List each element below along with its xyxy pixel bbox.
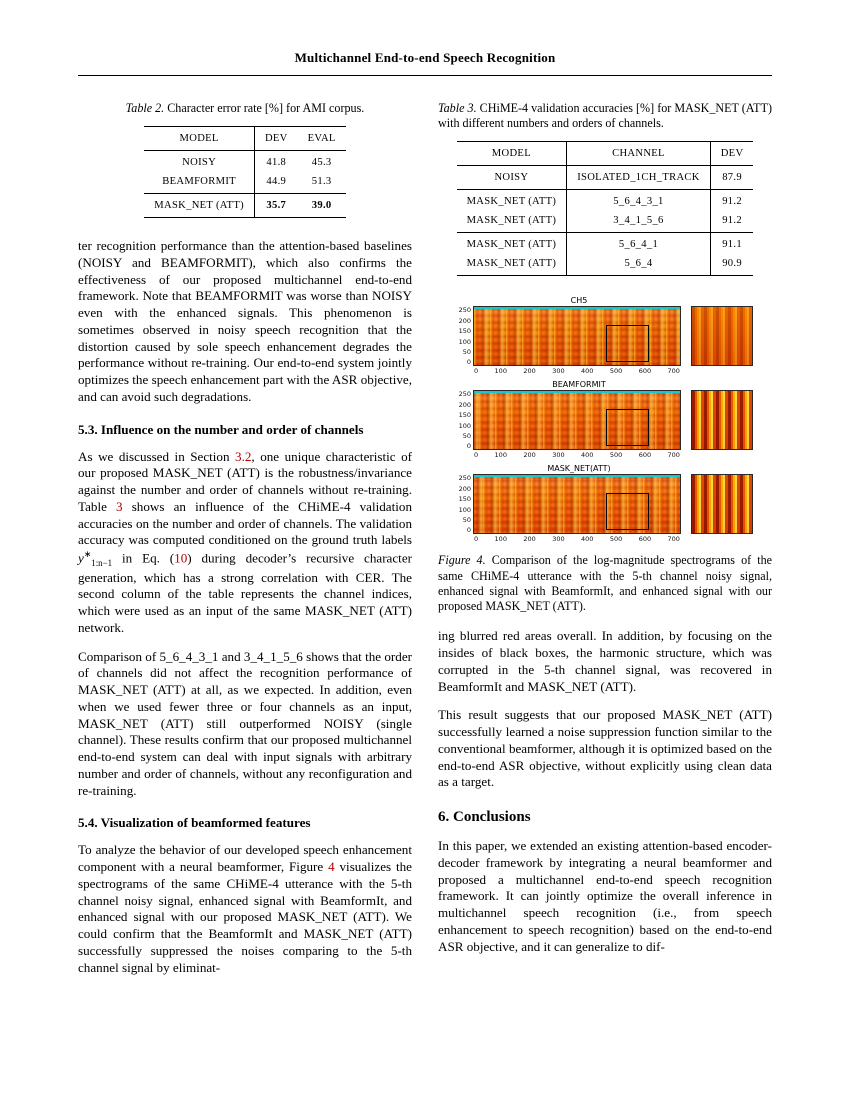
tick-label: 100 [458, 337, 471, 346]
cell-model: MASK_NET (ATT) [457, 190, 567, 212]
table2-caption [78, 101, 412, 116]
figure4-caption-text: Comparison of the log-magnitude spectrograms of the same CHiME-4 utterance with the 5-th channel noisy signal, enhanced signal with BeamformIt, and enhanced signal with our proposed MASK_NET (ATT). [438, 553, 773, 614]
tick-label: 400 [581, 451, 594, 460]
cell-model: NOISY [457, 166, 567, 190]
tick-label: 200 [458, 316, 471, 325]
tick-label: 500 [609, 367, 623, 376]
spectrogram-panel-masknet [455, 464, 755, 543]
spectrogram-crop-masknet [691, 474, 753, 534]
table2-col-eval: EVAL [298, 127, 346, 151]
tick-label: 150 [458, 495, 471, 504]
text-run: ) during decoder’s recursive character generation, which has a strong correlation with CER. The second column of the table represents the channel indices, which were used as an input of the same MASK_NET (ATT) network. [78, 550, 412, 635]
cell-model: MASK_NET (ATT) [457, 254, 567, 276]
figure4-caption-label: Figure 4. [438, 553, 486, 568]
table2-caption-label: Table 2. [125, 101, 165, 115]
tick-label: 200 [523, 535, 536, 544]
paragraph-continuation: ing blurred red areas overall. In addition, by focusing on the insides of black boxes, the harmonic structure, which was corrupted in the 5-th channel signal, was recovered in BeamformIt and MASK_NET (ATT). [438, 628, 772, 694]
cell-dev: 91.1 [710, 233, 753, 255]
ref-link[interactable]: 3.2 [235, 448, 252, 464]
tick-label: 250 [458, 306, 471, 315]
figure4-caption [438, 553, 772, 614]
spectrogram-crop-beamformit [691, 390, 753, 450]
cell-channel: ISOLATED_1CH_TRACK [567, 166, 711, 190]
cell-eval: 45.3 [311, 157, 332, 169]
cell-model: BEAMFORMIT [144, 172, 254, 194]
tick-label: 50 [462, 516, 471, 525]
tick-label: 100 [494, 367, 507, 376]
y-axis-ticks [455, 390, 473, 450]
table3-col-dev: DEV [710, 142, 753, 166]
x-axis-ticks [473, 451, 681, 459]
cell-channel: 3_4_1_5_6 [567, 211, 711, 233]
tick-label: 700 [667, 451, 680, 460]
ref-link[interactable]: 3 [116, 498, 123, 514]
tick-label: 100 [494, 451, 507, 460]
tick-label: 0 [466, 526, 471, 535]
tick-label: 250 [458, 474, 471, 483]
spectrogram-plot-beamformit [473, 390, 681, 459]
text-run: y [78, 550, 84, 566]
highlight-box [606, 409, 649, 446]
spectrogram-image-ch5 [473, 306, 681, 366]
spectrogram-image-beamformit [473, 390, 681, 450]
spectrogram-image-masknet [473, 474, 681, 534]
text-run: 1:n−1 [91, 558, 113, 569]
table3-caption-label: Table 3. [438, 101, 477, 115]
paragraph-continuation: ter recognition performance than the attention-based baselines (NOISY and BEAMFORMIT), which also confirms the effectiveness of our proposed multichannel end-to-end framework. Note that BEAMFORMIT was worse than NOISY even with the enhanced signals. This phenomenon is sometimes observed in noisy speech recognition that the distortion caused by sole speech enhancement degrades the performance without re-training. Our end-to-end system jointly optimizes the speech enhancement part with the ASR objective, and can avoid such degradations. [78, 238, 412, 404]
tick-label: 0 [466, 442, 471, 451]
cell-channel: 5_6_4_1 [567, 233, 711, 255]
section-heading-6: 6. Conclusions [438, 809, 531, 826]
table-row [457, 211, 754, 233]
tick-label: 500 [609, 451, 623, 460]
panel-title-beamformit: BEAMFORMIT [552, 380, 606, 390]
tick-label: 500 [609, 535, 623, 544]
cell-model: MASK_NET (ATT) [457, 233, 567, 255]
table3-col-channel: CHANNEL [567, 142, 711, 166]
text-run: To analyze the behavior of our developed speech enhancement component with a neural beamformer, Figure [78, 842, 412, 875]
cell-dev: 35.7 [254, 194, 297, 218]
table3-header-row [457, 142, 754, 166]
cell-dev: 91.2 [710, 190, 753, 212]
cell-eval: 39.0 [298, 194, 346, 218]
text-run: ∗ [83, 549, 92, 560]
cell-model: MASK_NET (ATT) [457, 211, 567, 233]
panel-title-ch5: CH5 [570, 296, 588, 306]
cell-dev: 90.9 [722, 258, 742, 270]
tick-label: 250 [458, 390, 471, 399]
tick-label: 50 [462, 348, 471, 357]
tick-label: 200 [458, 484, 471, 493]
table2 [144, 126, 345, 218]
tick-label: 0 [474, 451, 479, 460]
highlight-box [606, 325, 649, 362]
table-row [144, 151, 345, 173]
spectrogram-panel-ch5 [455, 296, 755, 375]
paragraph: This result suggests that our proposed MASK_NET (ATT) successfully learned a noise suppression function similar to the conventional beamformer, although it is optimized based on the end-to-end ASR objective, without explicitly using clean data as a target. [438, 707, 772, 790]
x-axis-ticks [473, 535, 681, 543]
text-run: As we discussed in Section [78, 448, 236, 464]
two-column-layout [78, 101, 772, 988]
tick-label: 0 [474, 535, 479, 544]
cell-channel: 5_6_4 [567, 254, 711, 276]
spectrogram-crop-ch5 [691, 306, 753, 366]
table-row [457, 233, 754, 255]
spectrogram-plot-ch5 [473, 306, 681, 375]
tick-label: 600 [638, 535, 652, 544]
tick-label: 0 [474, 367, 479, 376]
x-axis-ticks [473, 367, 681, 375]
tick-label: 200 [523, 451, 536, 460]
tick-label: 400 [581, 535, 594, 544]
table3-caption-text: CHiME-4 validation accuracies [%] for MASK_NET (ATT) with different numbers and orders of channels. [438, 101, 772, 131]
spectrogram-panel-beamformit [455, 380, 755, 459]
table2-col-model: MODEL [144, 127, 254, 151]
tick-label: 200 [458, 400, 471, 409]
cell-dev: 87.9 [722, 172, 742, 184]
cell-channel: 5_6_4_3_1 [567, 190, 711, 212]
paragraph [78, 842, 412, 976]
cell-eval: 51.3 [311, 176, 332, 188]
table-row [457, 166, 754, 190]
text-run: visualizes the spectrograms of the same CHiME-4 utterance with the 5-th channel noisy signal, enhanced signal with BeamformIt, and enhanced signal with our proposed MASK_NET (ATT). We could confirm that the BeamformIt and MASK_NET (ATT) successfully suppressed the noises comparing to the 5-th channel signal by eliminat- [78, 859, 412, 975]
highlight-box [606, 493, 649, 530]
tick-label: 150 [458, 411, 471, 420]
table2-caption-text: Character error rate [%] for AMI corpus. [164, 101, 365, 115]
paragraph [78, 449, 412, 637]
tick-label: 400 [581, 367, 594, 376]
tick-label: 100 [458, 421, 471, 430]
cell-dev: 41.8 [266, 157, 287, 169]
tick-label: 0 [466, 358, 471, 367]
tick-label: 300 [552, 367, 565, 376]
panel-title-masknet: MASK_NET(ATT) [547, 464, 611, 474]
table-row [144, 194, 345, 218]
table3-caption [438, 101, 772, 131]
tick-label: 50 [462, 432, 471, 441]
figure4 [455, 296, 755, 543]
tick-label: 100 [458, 505, 471, 514]
spectrogram-plot-masknet [473, 474, 681, 543]
tick-label: 600 [638, 367, 652, 376]
tick-label: 300 [552, 451, 565, 460]
tick-label: 150 [458, 327, 471, 336]
cell-dev: 44.9 [266, 176, 287, 188]
tick-label: 200 [523, 367, 536, 376]
paragraph: In this paper, we extended an existing attention-based encoder-decoder framework by integrating a neural beamformer and proposed a multichannel end-to-end speech recognition framework. It can jointly optimize the overall inference in multichannel speech recognition (i.e., from speech enhancement to speech recognition) based on the end-to-end ASR objective, and it can generalize to dif- [438, 838, 772, 954]
table2-header-row [144, 127, 345, 151]
table-row [457, 190, 754, 212]
table-row [144, 172, 345, 194]
cell-model: NOISY [144, 151, 254, 173]
y-axis-ticks [455, 474, 473, 534]
running-title: Multichannel End-to-end Speech Recognition [78, 50, 772, 76]
left-column [78, 101, 412, 988]
cell-model: MASK_NET (ATT) [144, 194, 254, 218]
table3 [457, 141, 754, 276]
right-column [438, 101, 772, 988]
text-run: , one unique characteristic of our proposed MASK_NET (ATT) is the robustness/invariance against the number and order of channels without re-training. Table [78, 448, 412, 514]
tick-label: 600 [638, 451, 652, 460]
paragraph: Comparison of 5_6_4_3_1 and 3_4_1_5_6 shows that the order of channels did not affect the recognition performance of MASK_NET (ATT) at all, as we expected. In addition, even when we used fewer three or four channels as an input, MASK_NET (ATT) still outperformed NOISY (single channel). These results confirm that our proposed multichannel end-to-end system can deal with input signals with arbitrary number and order of channels, without any reconfiguration and re-training. [78, 648, 412, 798]
table3-col-model: MODEL [457, 142, 567, 166]
table-row [457, 254, 754, 276]
tick-label: 300 [552, 535, 565, 544]
table2-col-dev: DEV [254, 127, 297, 151]
tick-label: 700 [667, 367, 680, 376]
tick-label: 700 [667, 535, 680, 544]
text-run: in Eq. ( [112, 550, 175, 566]
text-run: shows an influence of the CHiME-4 validation accuracies on the number and order of channels. The validation accuracy was computed conditioned on the ground truth labels [78, 498, 412, 548]
tick-label: 100 [494, 535, 507, 544]
ref-link[interactable]: 10 [174, 550, 188, 566]
section-heading-5-3: 5.3. Influence on the number and order of channels [78, 421, 364, 437]
y-axis-ticks [455, 306, 473, 366]
cell-dev: 91.2 [722, 215, 742, 227]
section-heading-5-4: 5.4. Visualization of beamformed features [78, 815, 311, 831]
ref-link[interactable]: 4 [328, 859, 335, 875]
